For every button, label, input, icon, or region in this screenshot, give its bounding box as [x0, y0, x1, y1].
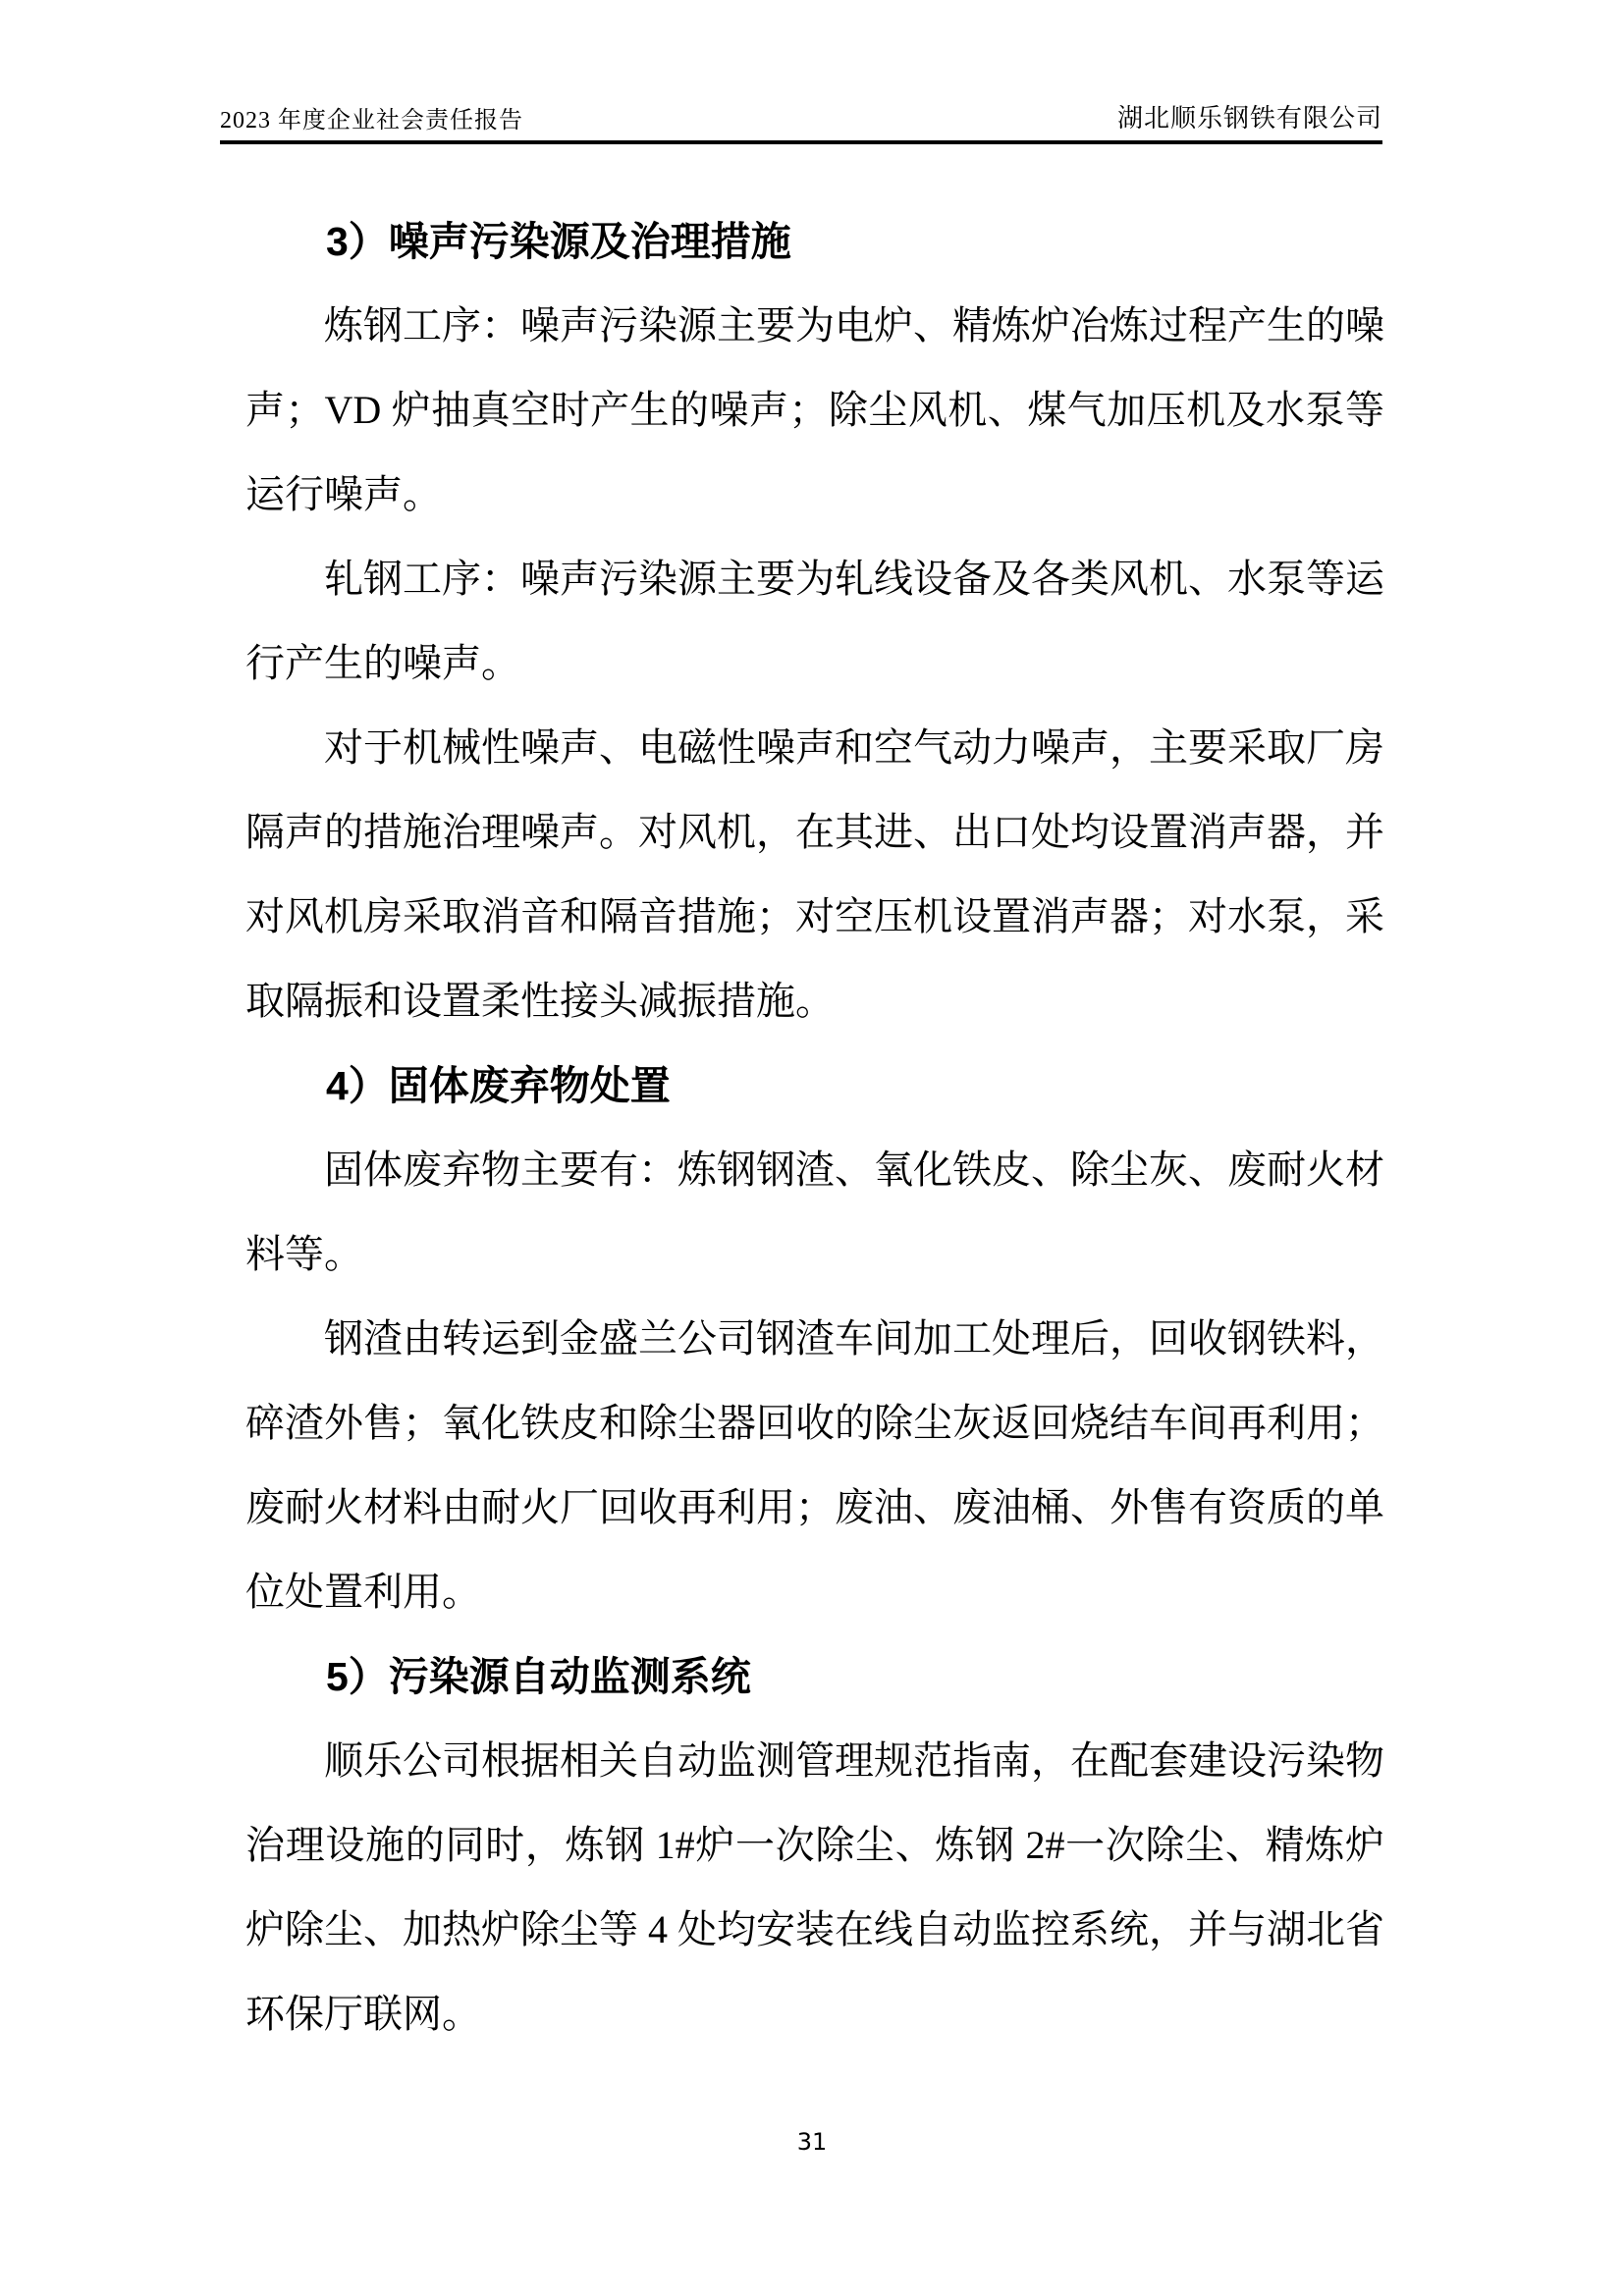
- body-paragraph-solid-waste-types: 固体废弃物主要有：炼钢钢渣、氧化铁皮、除尘灰、废耐火材料等。: [245, 1148, 1384, 1276]
- header-report-title: 2023 年度企业社会责任报告: [220, 108, 523, 133]
- body-paragraph-steelmaking-noise: 炼钢工序：噪声污染源主要为电炉、精炼炉冶炼过程产生的噪声；VD 炉抽真空时产生的噪声；除尘风机、煤气加压机及水泵等运行噪声。: [245, 303, 1384, 516]
- document-body: [245, 199, 1384, 2056]
- body-paragraph-rolling-noise: 轧钢工序：噪声污染源主要为轧线设备及各类风机、水泵等运行产生的噪声。: [245, 557, 1384, 685]
- page-number: 31: [796, 2128, 828, 2156]
- section-heading-solid-waste: 4）固体废弃物处置: [326, 1063, 671, 1108]
- section-heading-noise-control: 3）噪声污染源及治理措施: [326, 219, 791, 264]
- body-paragraph-noise-measures: 对于机械性噪声、电磁性噪声和空气动力噪声，主要采取厂房隔声的措施治理噪声。对风机，在其进、出口处均设置消声器，并对风机房采取消音和隔音措施；对空压机设置消声器；对水泵，采取隔振和设置柔性接头减振措施。: [245, 725, 1384, 1023]
- body-paragraph-auto-monitoring: 顺乐公司根据相关自动监测管理规范指南，在配套建设污染物治理设施的同时，炼钢 1#炉一次除尘、炼钢 2#一次除尘、精炼炉炉除尘、加热炉除尘等 4 处均安装在线自动监控系统，并与湖北省环保厅联网。: [245, 1738, 1384, 2036]
- page-footer: [0, 2128, 1624, 2156]
- body-paragraph-solid-waste-recycling: 钢渣由转运到金盛兰公司钢渣车间加工处理后，回收钢铁料，碎渣外售；氧化铁皮和除尘器回收的除尘灰返回烧结车间再利用；废耐火材料由耐火厂回收再利用；废油、废油桶、外售有资质的单位处置利用。: [245, 1316, 1384, 1614]
- section-heading-auto-monitoring: 5）污染源自动监测系统: [326, 1654, 751, 1699]
- page-header: [220, 98, 1382, 144]
- header-company-name: 湖北顺乐钢铁有限公司: [1116, 104, 1382, 133]
